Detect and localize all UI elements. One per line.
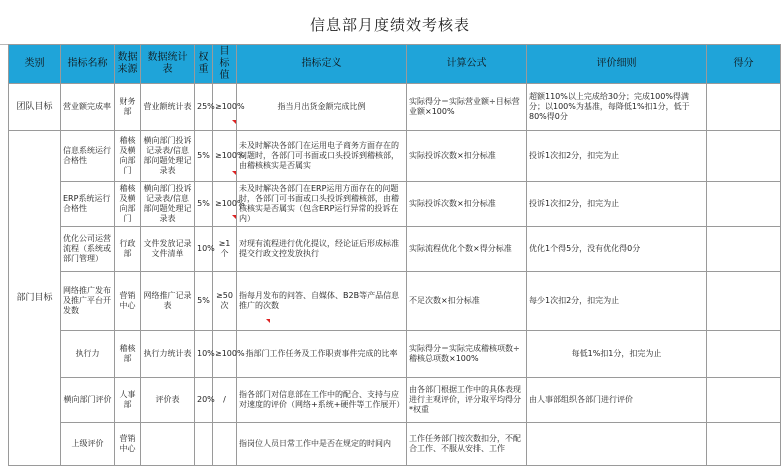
score-cell[interactable] (707, 331, 781, 378)
name-cell[interactable]: 横向部门评价 (61, 378, 115, 423)
weight-cell[interactable]: 10% (195, 331, 213, 378)
score-cell[interactable] (707, 272, 781, 331)
formula-cell[interactable]: 实际流程优化个数×得分标准 (407, 227, 527, 272)
source-cell[interactable]: 营销中心 (115, 272, 141, 331)
target-cell[interactable]: ≥100% (213, 84, 237, 131)
header-stat: 数据统计表 (141, 45, 195, 84)
header-formula: 计算公式 (407, 45, 527, 84)
stat-cell[interactable]: 执行力统计表 (141, 331, 195, 378)
target-cell[interactable]: ≥100% (213, 182, 237, 227)
name-cell[interactable]: 信息系统运行合格性 (61, 131, 115, 182)
target-cell[interactable] (213, 423, 237, 466)
formula-cell[interactable]: 实际得分＝实际完成稽核项数÷稽核总项数×100% (407, 331, 527, 378)
table-row (9, 131, 781, 182)
source-cell[interactable]: 稽核部 (115, 331, 141, 378)
category-cell: 团队目标 (9, 84, 61, 131)
formula-cell[interactable]: 实际投诉次数×扣分标准 (407, 131, 527, 182)
header-weight: 权重 (195, 45, 213, 84)
header-definition: 指标定义 (237, 45, 407, 84)
name-cell[interactable]: 优化公司运营流程（系统或部门管理） (61, 227, 115, 272)
name-cell[interactable]: 营业额完成率 (61, 84, 115, 131)
source-cell[interactable]: 行政部 (115, 227, 141, 272)
score-cell[interactable] (707, 378, 781, 423)
evaluation-cell[interactable]: 每少1次扣2分，扣完为止 (527, 272, 707, 331)
target-cell[interactable]: ≥100% (213, 331, 237, 378)
formula-cell[interactable]: 实际得分＝实际营业额÷目标营业额×100% (407, 84, 527, 131)
header-row (9, 45, 781, 84)
definition-cell[interactable]: 对现有流程进行优化提议，经论证后形成标准提交行政文控发放执行 (237, 227, 407, 272)
definition-cell[interactable]: 指当月出货金额完成比例 (237, 84, 407, 131)
score-cell[interactable] (707, 131, 781, 182)
weight-cell[interactable] (195, 423, 213, 466)
table-row (9, 272, 781, 331)
source-cell[interactable]: 稽核及横向部门 (115, 131, 141, 182)
weight-cell[interactable]: 5% (195, 272, 213, 331)
formula-cell[interactable]: 不足次数×扣分标准 (407, 272, 527, 331)
definition-cell[interactable]: 指各部门对信息部在工作中的配合、支持与应对速度的评价（网络+系统+硬件等工作展开） (237, 378, 407, 423)
comment-marker[interactable] (232, 120, 236, 124)
comment-marker[interactable] (232, 171, 236, 175)
stat-cell[interactable]: 文件发放记录 文件清单 (141, 227, 195, 272)
evaluation-cell[interactable]: 每低1%扣1分，扣完为止 (527, 331, 707, 378)
source-cell[interactable]: 营销中心 (115, 423, 141, 466)
header-target: 目标值 (213, 45, 237, 84)
header-score: 得分 (707, 45, 781, 84)
formula-cell[interactable]: 实际投诉次数×扣分标准 (407, 182, 527, 227)
title-row (0, 0, 780, 45)
target-cell[interactable]: ≥1个 (213, 227, 237, 272)
name-cell[interactable]: 执行力 (61, 331, 115, 378)
table-row (9, 378, 781, 423)
formula-cell[interactable]: 工作任务部门按次数扣分，不配合工作、不服从安排、工作 (407, 423, 527, 466)
name-cell[interactable]: 网络推广发布及推广平台开发数 (61, 272, 115, 331)
evaluation-cell[interactable]: 超额110%以上完成给30分；完成100%得满分；以100%为基准，每降低1%扣1分，低于80%得0分 (527, 84, 707, 131)
target-cell[interactable]: / (213, 378, 237, 423)
score-cell[interactable] (707, 182, 781, 227)
weight-cell[interactable]: 5% (195, 182, 213, 227)
formula-cell[interactable]: 由各部门根据工作中的具体表现进行主观评价，评分取平均得分*权重 (407, 378, 527, 423)
stat-cell[interactable]: 评价表 (141, 378, 195, 423)
target-cell[interactable]: ≥100% (213, 131, 237, 182)
score-cell[interactable] (707, 423, 781, 466)
weight-cell[interactable]: 10% (195, 227, 213, 272)
table-row (9, 423, 781, 466)
header-category: 类别 (9, 45, 61, 84)
definition-cell[interactable]: 指部门工作任务及工作职责事件完成的比率 (237, 331, 407, 378)
stat-cell[interactable]: 横向部门投诉记录表/信息部问题处理记录表 (141, 182, 195, 227)
score-cell[interactable] (707, 227, 781, 272)
definition-cell[interactable]: 未及时解决各部门在运用电子商务方面存在的问题时，各部门可书面或口头投诉到稽核部，由稽核核实是否属实 (237, 131, 407, 182)
target-cell[interactable]: ≥50次 (213, 272, 237, 331)
table-row (9, 84, 781, 131)
weight-cell[interactable]: 5% (195, 131, 213, 182)
evaluation-cell[interactable]: 由人事部组织各部门进行评价 (527, 378, 707, 423)
source-cell[interactable]: 财务部 (115, 84, 141, 131)
kpi-table (8, 44, 781, 466)
name-cell[interactable]: ERP系统运行合格性 (61, 182, 115, 227)
source-cell[interactable]: 人事部 (115, 378, 141, 423)
stat-cell[interactable]: 网络推广记录表 (141, 272, 195, 331)
definition-cell[interactable]: 指岗位人员日常工作中是否在规定的时间内 (237, 423, 407, 466)
stat-cell[interactable]: 横向部门投诉记录表/信息部问题处理记录表 (141, 131, 195, 182)
header-evaluation: 评价细则 (527, 45, 707, 84)
evaluation-cell[interactable]: 投诉1次扣2分，扣完为止 (527, 131, 707, 182)
source-cell[interactable]: 稽核及横向部门 (115, 182, 141, 227)
weight-cell[interactable]: 20% (195, 378, 213, 423)
evaluation-cell[interactable] (527, 423, 707, 466)
table-row (9, 331, 781, 378)
definition-cell[interactable]: 未及时解决各部门在ERP运用方面存在的问题时，各部门可书面或口头投诉到稽核部，由稽核核实是否属实（包含ERP运行异常的投诉在内） (237, 182, 407, 227)
definition-cell[interactable]: 指每月发布的问答、自媒体、B2B等产品信息推广的次数 (237, 272, 407, 331)
stat-cell[interactable]: 营业额统计表 (141, 84, 195, 131)
header-source: 数据来源 (115, 45, 141, 84)
sheet-title: 信息部月度绩效考核表 (309, 16, 470, 34)
evaluation-cell[interactable]: 投诉1次扣2分，扣完为止 (527, 182, 707, 227)
evaluation-cell[interactable]: 优化1个得5分，没有优化得0分 (527, 227, 707, 272)
header-name: 指标名称 (61, 45, 115, 84)
stat-cell[interactable] (141, 423, 195, 466)
table-row (9, 182, 781, 227)
comment-marker[interactable] (232, 215, 236, 219)
category-cell: 部门目标 (9, 131, 61, 466)
comment-marker[interactable] (266, 319, 270, 323)
table-row (9, 227, 781, 272)
score-cell[interactable] (707, 84, 781, 131)
name-cell[interactable]: 上级评价 (61, 423, 115, 466)
weight-cell[interactable]: 25% (195, 84, 213, 131)
